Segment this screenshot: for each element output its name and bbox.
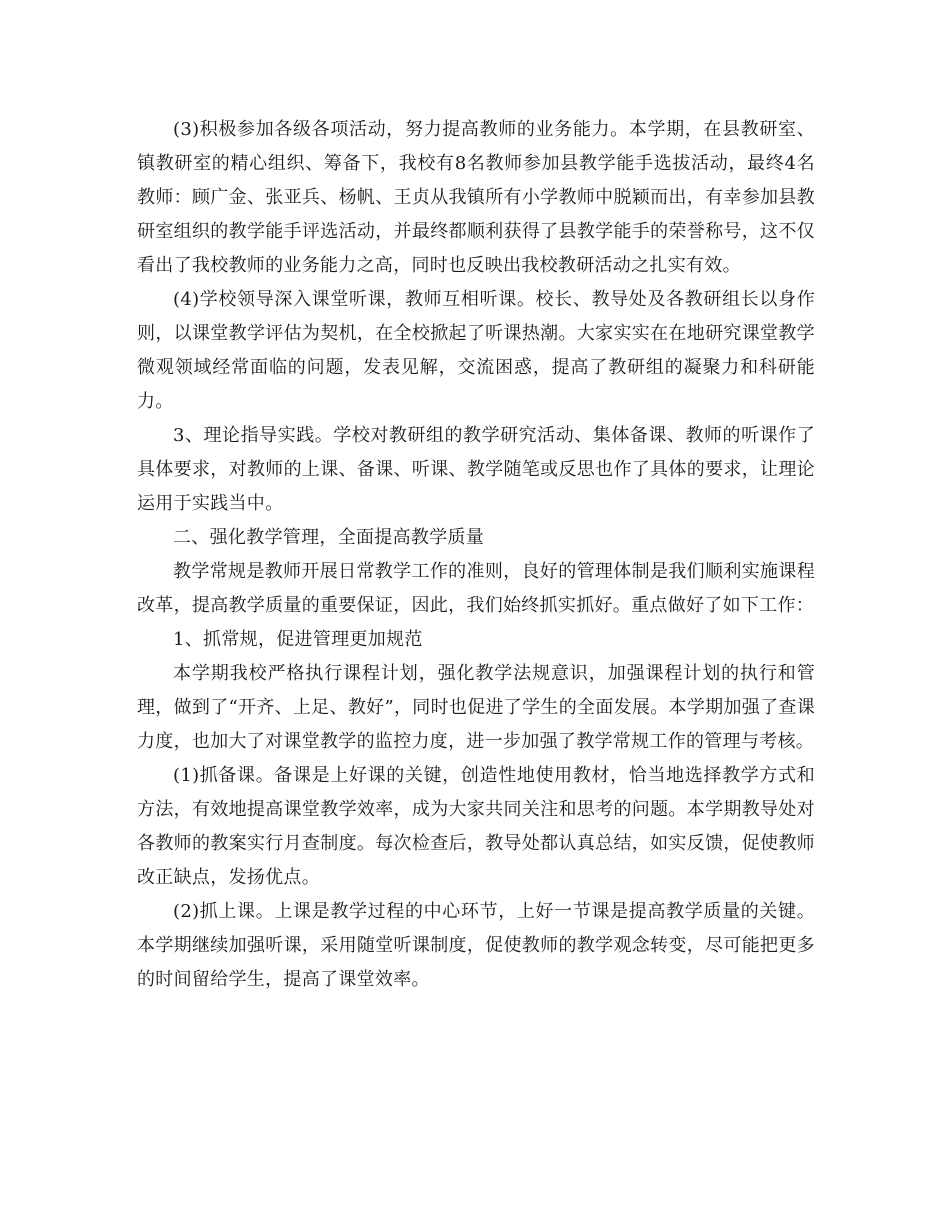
paragraph-activities: (3)积极参加各级各项活动，努力提高教师的业务能力。本学期，在县教研室、镇教研室的精心组织、筹备下，我校有8名教师参加县教学能手选拔活动，最终4名教师：顾广金、张亚兵、杨帆、王贞从我镇所有小学教师中脱颖而出，有幸参加县教研室组织的教学能手评选活动，并最终都顺利获得了县教学能手的荣誉称号，这不仅看出了我校教师的业务能力之高，同时也反映出我校教研活动之扎实有效。 (137, 119, 815, 276)
section-heading-teaching-management: 二、强化教学管理，全面提高教学质量 (173, 527, 485, 548)
paragraph-lesson-preparation: (1)抓备课。备课是上好课的关键，创造性地使用教材，恰当地选择教学方式和方法，有效地提高课堂教学效率，成为大家共同关注和思考的问题。本学期教导处对各教师的教案实行月查制度。每次检查后，教导处都认真总结，如实反馈，促使教师改正缺点，发扬优点。 (137, 765, 815, 888)
paragraph-classroom-teaching: (2)抓上课。上课是教学过程的中心环节，上好一节课是提高教学质量的关键。本学期继续加强听课，采用随堂听课制度，促使教师的教学观念转变，尽可能把更多的时间留给学生，提高了课堂效率。 (137, 901, 815, 990)
document-body (137, 113, 815, 997)
paragraph-teaching-routine: 教学常规是教师开展日常教学工作的准则，良好的管理体制是我们顺利实施课程改革，提高教学质量的重要保证，因此，我们始终抓实抓好。重点做好了如下工作： (137, 561, 815, 616)
paragraph-curriculum-plan: 本学期我校严格执行课程计划，强化教学法规意识，加强课程计划的执行和管理，做到了“开齐、上足、教好”，同时也促进了学生的全面发展。本学期加强了查课力度，也加大了对课堂教学的监控力度，进一步加强了教学常规工作的管理与考核。 (137, 663, 815, 752)
subheading-routine-management: 1、抓常规，促进管理更加规范 (173, 629, 423, 650)
paragraph-lesson-observation: (4)学校领导深入课堂听课，教师互相听课。校长、教导处及各教研组长以身作则，以课堂教学评估为契机，在全校掀起了听课热潮。大家实实在在地研究课堂教学微观领域经常面临的问题，发表见解，交流困惑，提高了教研组的凝聚力和科研能力。 (137, 289, 815, 412)
paragraph-theory-practice: 3、理论指导实践。学校对教研组的教学研究活动、集体备课、教师的听课作了具体要求，对教师的上课、备课、听课、教学随笔或反思也作了具体的要求，让理论运用于实践当中。 (137, 425, 815, 514)
